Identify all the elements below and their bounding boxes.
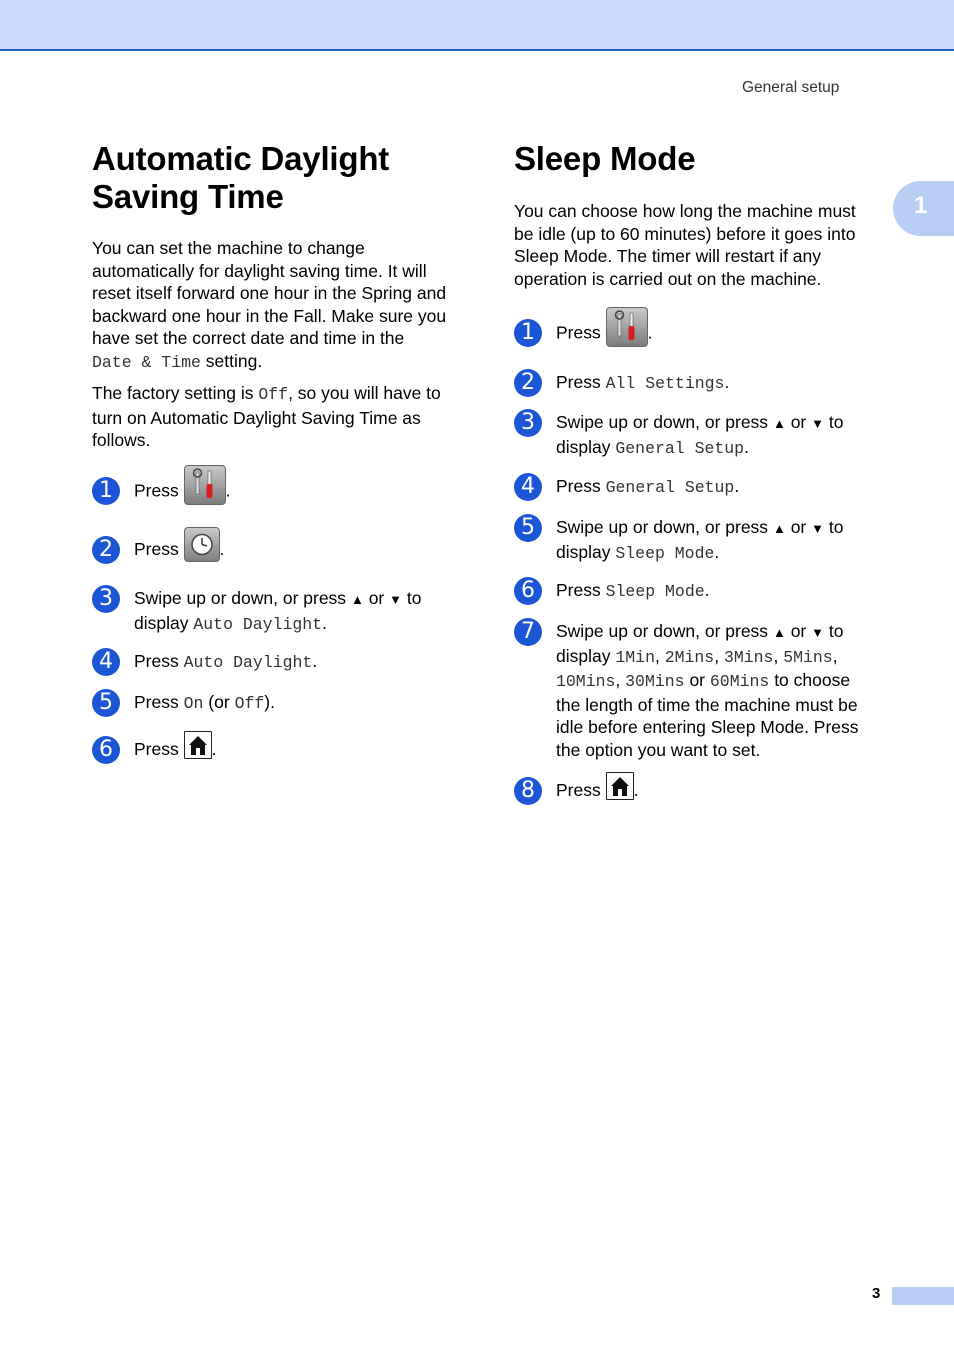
chapter-number: 1 — [914, 192, 928, 219]
step-number: 1 — [514, 319, 542, 347]
step-number: 5 — [92, 689, 120, 717]
setting-name: Date & Time — [92, 352, 201, 372]
tools-icon[interactable] — [606, 307, 648, 347]
page-number: 3 — [872, 1285, 881, 1302]
up-arrow-icon: ▲ — [772, 416, 786, 431]
intro-paragraph: You can choose how long the machine must be idle (up to 60 minutes) before it goes into Sleep Mode. The timer will restart if any operation is carried out on the machine. — [514, 201, 856, 289]
daylight-saving-section: Automatic Daylight Saving Time You can set the machine to change automatically for daylight saving time. It will reset itself forward one hour in the Spring and backward one hour in the Fall. Make sure you have set the correct date and time in the Date & Time setting. The factory setting is Off, so you will have to turn on Automatic Daylight Saving Time as follows. 1 Press . 2 Press . 3 Swipe up or down, or press ▲ or ▼ to display Auto Daylight. 4 Press Auto Daylight. 5 Press On (or Off). 6 Press . — [92, 140, 462, 452]
step-number: 1 — [92, 477, 120, 505]
down-arrow-icon: ▼ — [389, 592, 402, 607]
step-number: 2 — [92, 536, 120, 564]
section-title: Automatic Daylight Saving Time — [92, 140, 390, 215]
top-banner — [0, 0, 954, 51]
clock-icon[interactable] — [184, 527, 220, 562]
down-arrow-icon: ▼ — [811, 416, 824, 431]
up-arrow-icon: ▲ — [772, 521, 786, 536]
sleep-mode-section: Sleep Mode You can choose how long the machine must be idle (up to 60 minutes) before it goes into Sleep Mode. The timer will restart if any operation is carried out on the machine. 1 Press . 2 Press All Settings. 3 Swipe up or down, or press ▲ or ▼ to display General Setup. 4 Press General Setup. 5 Swipe up or down, or press ▲ or ▼ to display Sleep Mode. 6 Press Sleep Mode. 7 Swipe up or down, or press ▲ or ▼ to display 1Min, 2Mins, 3Mins, 5Mins, 10Mins, 30Mins or 60Mins to choose the length of time the machine must be idle before entering Sleep Mode. Press the option you want to set. 8 Press . — [514, 140, 884, 290]
factory-setting-paragraph: The factory setting is Off, so you will have to turn on Automatic Daylight Saving Time as follows. — [92, 383, 441, 450]
step-number: 3 — [514, 409, 542, 437]
page-number-bar — [892, 1287, 954, 1305]
step-number: 4 — [92, 648, 120, 676]
section-title: Sleep Mode — [514, 140, 696, 177]
down-arrow-icon: ▼ — [811, 521, 824, 536]
chapter-tab — [893, 181, 954, 236]
up-arrow-icon: ▲ — [350, 592, 364, 607]
down-arrow-icon: ▼ — [811, 625, 824, 640]
step-number: 6 — [514, 577, 542, 605]
up-arrow-icon: ▲ — [772, 625, 786, 640]
step-number: 8 — [514, 777, 542, 805]
home-icon[interactable] — [184, 731, 212, 759]
step-number: 7 — [514, 618, 542, 646]
intro-paragraph: You can set the machine to change automatically for daylight saving time. It will reset itself forward one hour in the Spring and backward one hour in the Fall. Make sure you have set the correct date and time in the Date & Time setting. — [92, 238, 447, 372]
home-icon[interactable] — [606, 772, 634, 800]
step-number: 2 — [514, 369, 542, 397]
step-number: 5 — [514, 514, 542, 542]
step-number: 3 — [92, 585, 120, 613]
step-number: 4 — [514, 473, 542, 501]
running-header: General setup — [742, 79, 840, 96]
step-number: 6 — [92, 736, 120, 764]
tools-icon[interactable] — [184, 465, 226, 505]
